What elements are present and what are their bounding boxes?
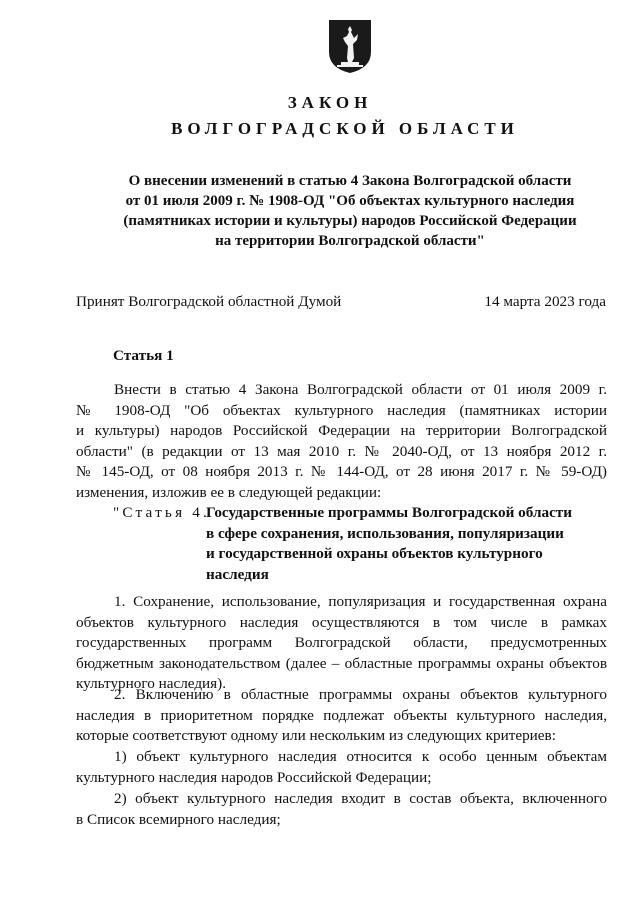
subject-line: на территории Волгоградской области" (215, 233, 485, 249)
article-title-line: в сфере сохранения, использования, популяризации (206, 524, 564, 542)
clause-1 (76, 592, 607, 695)
law-title: ЗАКОН (287, 93, 373, 112)
clause-2 (76, 685, 607, 747)
body-line: культурного наследия). (76, 675, 227, 693)
article-heading: Статья 1 (113, 347, 174, 364)
criterion-1 (76, 747, 607, 788)
article-label: "Статья 4. (113, 504, 211, 521)
body-line: № 1908-ОД "Об объектах культурного наследия (памятниках истории (76, 401, 607, 419)
coat-of-arms-icon (327, 18, 373, 74)
body-line: № 145-ОД, от 08 ноября 2013 г. № 144-ОД, от 28 июня 2017 г. № 59-ОД) (76, 463, 607, 481)
body-line: 1) объект культурного наследия относится к особо ценным объектам (114, 748, 607, 765)
body-line: 1. Сохранение, использование, популяризация и государственная охрана (114, 593, 607, 610)
article-title-line: Государственные программы Волгоградской области (206, 504, 573, 521)
article-title-line: и государственной охраны объектов культурного (206, 545, 543, 563)
body-line: области" (в редакции от 13 мая 2010 г. № 2040-ОД, от 13 ноября 2012 г. (76, 442, 607, 460)
article-body (76, 380, 607, 504)
body-line: наследия в приоритетном порядке подлежат объекты культурного наследия, (76, 706, 607, 724)
body-line: бюджетным законодательством (далее – областные программы охраны объектов (76, 654, 607, 672)
body-line: и культуры) народов Российской Федерации на территории Волгоградской (76, 422, 607, 440)
adoption-date: 14 марта 2023 года (484, 293, 606, 310)
body-line: изменения, изложив ее в следующей редакции: (76, 483, 382, 501)
subject-line: от 01 июля 2009 г. № 1908-ОД "Об объектах культурного наследия (125, 193, 575, 209)
body-line: культурного наследия народов Российской Федерации; (76, 768, 432, 786)
region-title: ВОЛГОГРАДСКОЙ ОБЛАСТИ (171, 119, 519, 138)
new-article-title (113, 503, 613, 583)
body-line: государственных программ Волгоградской области, предусмотренных (76, 634, 607, 652)
body-line: 2. Включению в областные программы охраны объектов культурного (114, 686, 607, 703)
subject-line: О внесении изменений в статью 4 Закона Волгоградской области (128, 173, 572, 189)
article-title-line: наследия (206, 565, 269, 583)
body-line: 2) объект культурного наследия входит в состав объекта, включенного (114, 790, 607, 807)
body-line: Внести в статью 4 Закона Волгоградской области от 01 июля 2009 г. (114, 381, 607, 398)
law-subject (100, 171, 600, 251)
body-line: объектов культурного наследия осуществляются в том числе в рамках (76, 613, 607, 631)
body-line: в Список всемирного наследия; (76, 810, 281, 828)
body-line: которые соответствуют одному или нескольким из следующих критериев: (76, 727, 556, 745)
adopted-by: Принят Волгоградской областной Думой (76, 293, 342, 310)
criterion-2 (76, 789, 607, 830)
subject-line: (памятниках истории и культуры) народов Российской Федерации (123, 213, 577, 229)
